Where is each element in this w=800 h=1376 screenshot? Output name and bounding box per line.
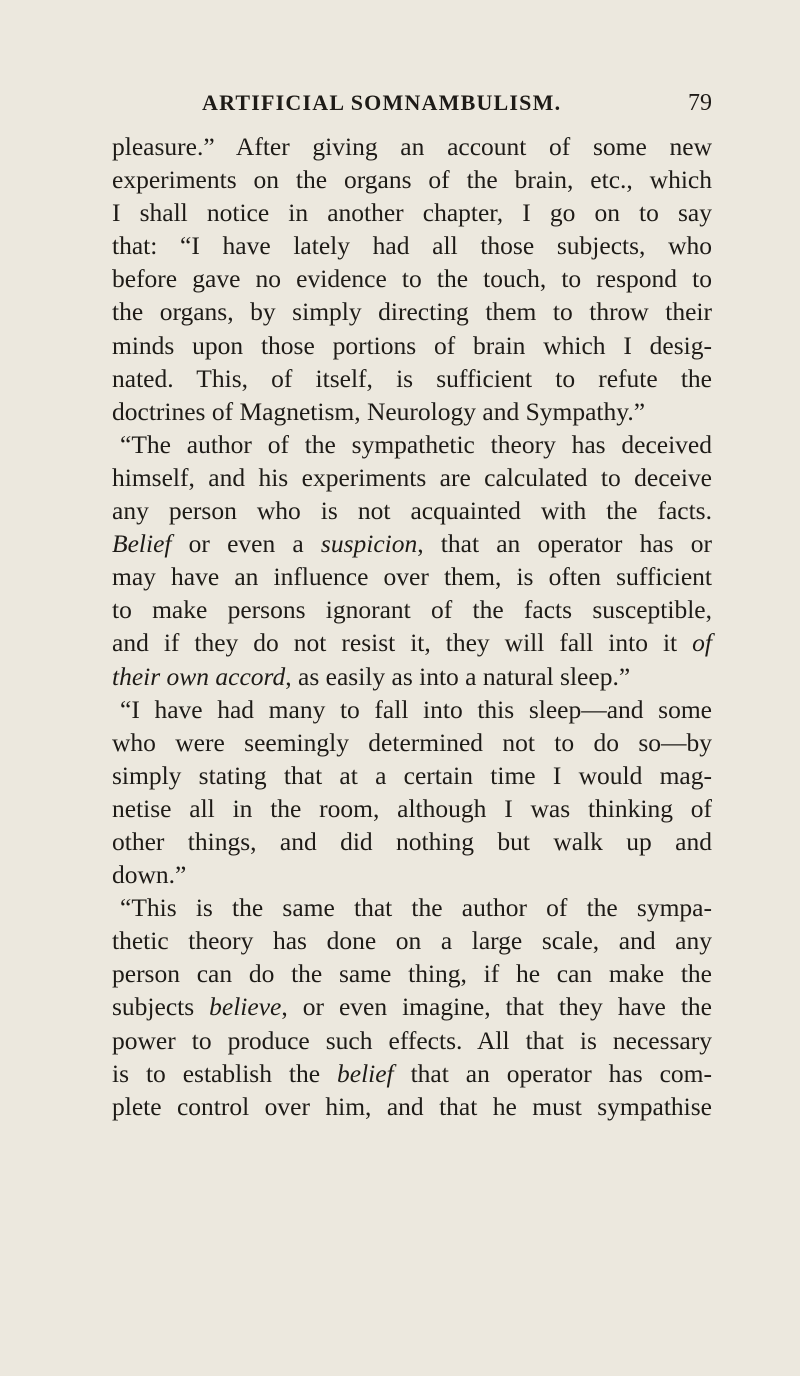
body-text [112,130,712,1123]
text-segment: or even a [171,529,321,559]
italic-text: of [692,628,712,658]
text-segment: “The author of the sympathetic theory has deceived [120,429,712,459]
text-segment: himself, and his experiments are calculated to deceive [112,462,712,492]
italic-text: Belief [112,529,172,559]
text-line [112,527,712,560]
text-segment: the organs, by simply directing them to throw their [112,297,712,327]
text-segment: and if they do not resist it, they will fall into it [112,628,693,658]
text-line [112,891,712,924]
text-line [112,990,712,1023]
text-segment: experiments on the organs of the brain, etc., which [112,165,712,195]
text-segment: power to produce such effects. All that is necessary [112,1025,712,1055]
text-segment: to make persons ignorant of the facts susceptible, [112,595,712,625]
text-segment: is to establish the [112,1058,337,1088]
text-segment: who were seemingly determined not to do so—by [112,727,712,757]
text-line [112,494,712,527]
text-segment: “This is the same that the author of the sympa- [120,893,712,923]
text-segment: netise all in the room, although I was thinking of [112,793,712,823]
text-segment: before gave no evidence to the touch, to respond to [112,264,712,294]
text-segment: , as easily as into a natural sleep.” [285,661,631,691]
text-line [112,1090,712,1123]
text-segment: “I have had many to fall into this sleep—and some [120,694,712,724]
text-line [112,329,712,362]
text-line [112,957,712,990]
page-number: 79 [688,90,712,116]
text-line [112,196,712,229]
page-header [112,90,712,120]
text-line [112,362,712,395]
text-segment: pleasure.” After giving an account of some new [112,132,712,161]
text-segment: I shall notice in another chapter, I go on to say [112,198,712,228]
text-line [112,1024,712,1057]
text-line [112,163,712,196]
text-line [112,1057,712,1090]
text-segment: minds upon those portions of brain which I desig- [112,330,712,360]
text-line [112,626,712,659]
text-segment: subjects [112,992,210,1022]
italic-text: suspicion [320,529,418,559]
text-segment: that: “I have lately had all those subjects, who [112,231,712,261]
text-segment: nated. This, of itself, is sufficient to refute the [112,363,712,393]
text-line [112,593,712,626]
text-segment: may have an influence over them, is often sufficient [112,562,712,592]
text-line [112,229,712,262]
text-segment: , that an operator has or [417,529,712,559]
text-segment: plete control over him, and that he must sympathise [112,1091,712,1121]
text-line [112,295,712,328]
text-line [112,262,712,295]
text-line [112,693,712,726]
text-line [112,726,712,759]
text-segment: down.” [112,860,187,890]
text-segment: thetic theory has done on a large scale, and any [112,926,712,956]
text-line [112,130,712,163]
text-segment: , or even imagine, that they have the [281,992,713,1022]
italic-text: belief [337,1058,394,1088]
text-segment: that an operator has com- [393,1058,712,1088]
text-line [112,759,712,792]
running-head: ARTIFICIAL SOMNAMBULISM. [202,90,562,115]
text-line [112,924,712,957]
text-segment: any person who is not acquainted with the facts. [112,496,712,526]
text-line [112,395,712,428]
text-line [112,428,712,461]
text-segment: simply stating that at a certain time I would mag- [112,760,712,790]
italic-text: believe [209,992,282,1022]
text-line [112,660,712,693]
text-line [112,560,712,593]
text-segment: doctrines of Magnetism, Neurology and Sympathy.” [112,396,646,426]
text-segment: person can do the same thing, if he can make the [112,959,712,989]
text-line [112,792,712,825]
text-line [112,461,712,494]
text-line [112,825,712,858]
text-line [112,858,712,891]
text-segment: other things, and did nothing but walk up and [112,826,712,856]
italic-text: their own accord [112,661,286,691]
